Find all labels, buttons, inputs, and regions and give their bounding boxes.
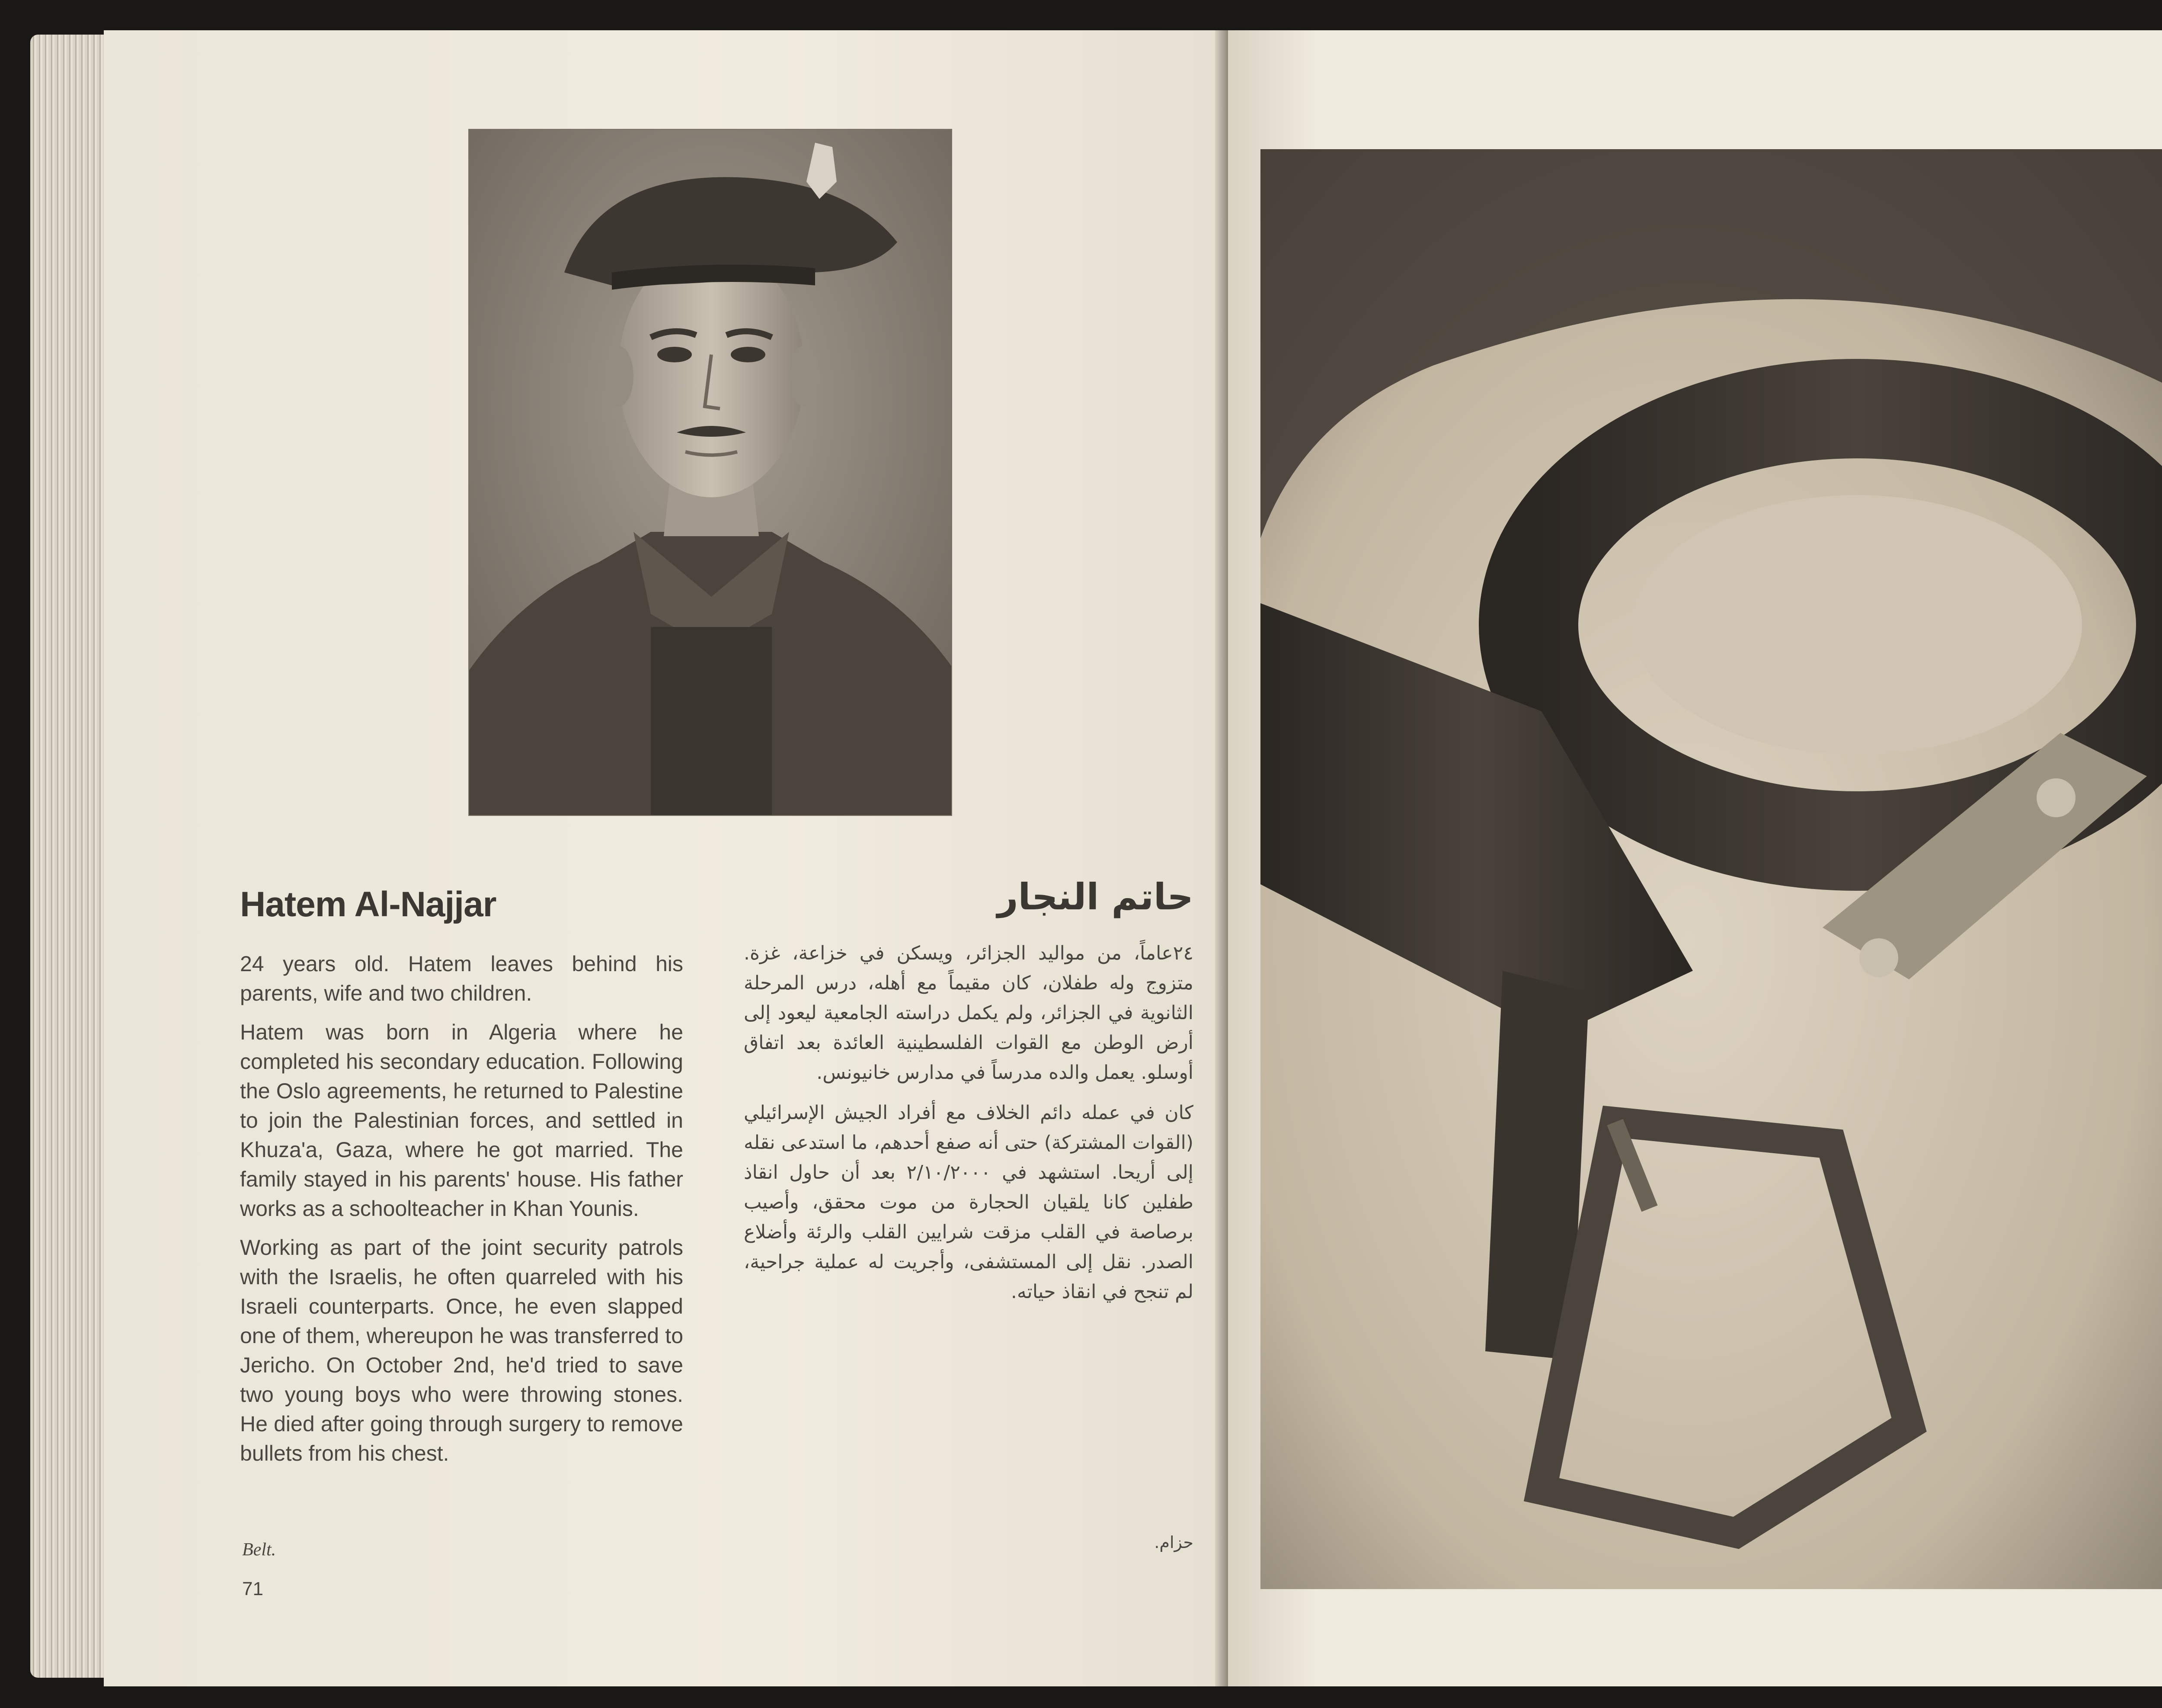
belt-photo xyxy=(1260,149,2162,1589)
caption-english: Belt. xyxy=(242,1540,276,1560)
english-text-column xyxy=(240,949,683,1478)
paragraph-ar-2: كان في عمله دائم الخلاف مع أفراد الجيش الإسرائيلي (القوات المشتركة) حتى أنه صفع أحدهم، ما استدعى نقله إلى أريحا. استشهد في ٢/١٠/٢٠٠٠ بعد أن حاول انقاذ طفلين كانا يلقيان الحجارة من موت محقق، وأصيب برصاصة في القلب مزقت شرايين القلب والرئة وأضلاع الصدر. نقل إلى المستشفى، وأجريت له عملية جراحية، لم تنجح في انقاذ حياته. xyxy=(744,1102,1193,1303)
arabic-text-column xyxy=(744,938,1193,1317)
page-edges-left xyxy=(30,35,112,1678)
paragraph-en-3: Working as part of the joint security patrols with the Israelis, he often quarreled with his Israeli counterparts. Once, he even slapped one of them, whereupon he was transferred to Jericho. On October 2nd, he'd tried to save two young boys who were throwing stones. He died after going through surgery to remove bullets from his chest. xyxy=(240,1235,683,1465)
caption-arabic: حزام. xyxy=(1154,1533,1193,1552)
paragraph-en-1: 24 years old. Hatem leaves behind his parents, wife and two children. xyxy=(240,952,683,1005)
page-number-left: 71 xyxy=(242,1578,263,1599)
paragraph-ar-1: ٢٤عاماً، من مواليد الجزائر، ويسكن في خزاعة، غزة. متزوج وله طفلان، كان مقيماً مع أهله، درس المرحلة الثانوية في الجزائر، ولم يكمل دراسته الجامعية ليعود إلى أرض الوطن مع القوات الفلسطينية العائدة بعد اتفاق أوسلو. يعمل والده مدرساً في مدارس خانيونس. xyxy=(744,942,1193,1084)
name-english: Hatem Al-Najjar xyxy=(240,885,496,924)
portrait-photo xyxy=(469,130,951,815)
paragraph-en-2: Hatem was born in Algeria where he completed his secondary education. Following the Oslo agreements, he returned to Palestine to join the Palestinian forces, and settled in Khuza'a, Gaza, where he got married. The family stayed in his parents' house. His father works as a schoolteacher in Khan Younis. xyxy=(240,1020,683,1221)
name-arabic: حاتم النجار xyxy=(997,876,1193,918)
